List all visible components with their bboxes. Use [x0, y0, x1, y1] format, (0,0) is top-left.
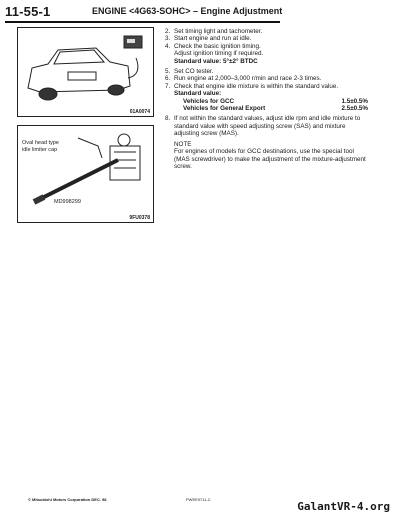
- step-5: 5. Set CO tester.: [165, 68, 214, 76]
- spec-gcc: Vehicles for GCC 1.5±0.5%: [183, 97, 368, 105]
- step-4-detail: Adjust ignition timing if required.: [174, 50, 264, 58]
- step-7: 7. Check that engine idle mixture is within the standard value.: [165, 82, 339, 90]
- figure-code: 9FU0378: [129, 215, 150, 221]
- spec-general-export: Vehicles for General Export 2.5±0.5%: [183, 105, 368, 113]
- car-illustration: [18, 28, 153, 116]
- standard-value-timing: Standard value: 5°±2° BTDC: [174, 57, 258, 65]
- label-oval-head: Oval head type: [22, 140, 59, 146]
- note-text: For engines of models for GCC destinations, use the special tool (MAS screwdriver) to make the adjustment of the mixture-adjustment screw.: [174, 148, 366, 170]
- step-2: 2. Set timing light and tachometer.: [165, 28, 263, 35]
- standard-value-label: Standard value:: [174, 90, 222, 98]
- section-title: ENGINE <4G63-SOHC> – Engine Adjustment: [92, 6, 283, 16]
- step-4: 4. Check the basic ignition timing.: [165, 42, 261, 50]
- figure-car-co-tester: [17, 27, 154, 117]
- label-tool-number: MD998299: [54, 199, 81, 205]
- figure-code: 01A0074: [129, 109, 150, 115]
- step-3: 3. Start engine and run at idle.: [165, 35, 252, 43]
- header-rule: [5, 21, 280, 23]
- site-watermark: GalantVR-4.org: [297, 500, 390, 513]
- footer-company: © Mitsubishi Motors Corporation DEC. 98: [28, 497, 107, 502]
- step-6: 6. Run engine at 2,000–3,000 r/min and race 2-3 times.: [165, 75, 322, 83]
- label-limiter-cap: idle limiter cap: [22, 147, 58, 153]
- step-8: 8. If not within the standard values, adjust idle rpm and idle mixture to standard value with speed adjusting screw (SAS) and mixture adjusting screw (MAS).: [165, 115, 361, 138]
- figure-idle-limiter: [17, 125, 154, 223]
- footer-code: PWEE9711-C: [186, 497, 211, 502]
- page-number: 11-55-1: [5, 4, 51, 19]
- note-heading: NOTE: [174, 140, 192, 148]
- procedure-text: [165, 28, 368, 170]
